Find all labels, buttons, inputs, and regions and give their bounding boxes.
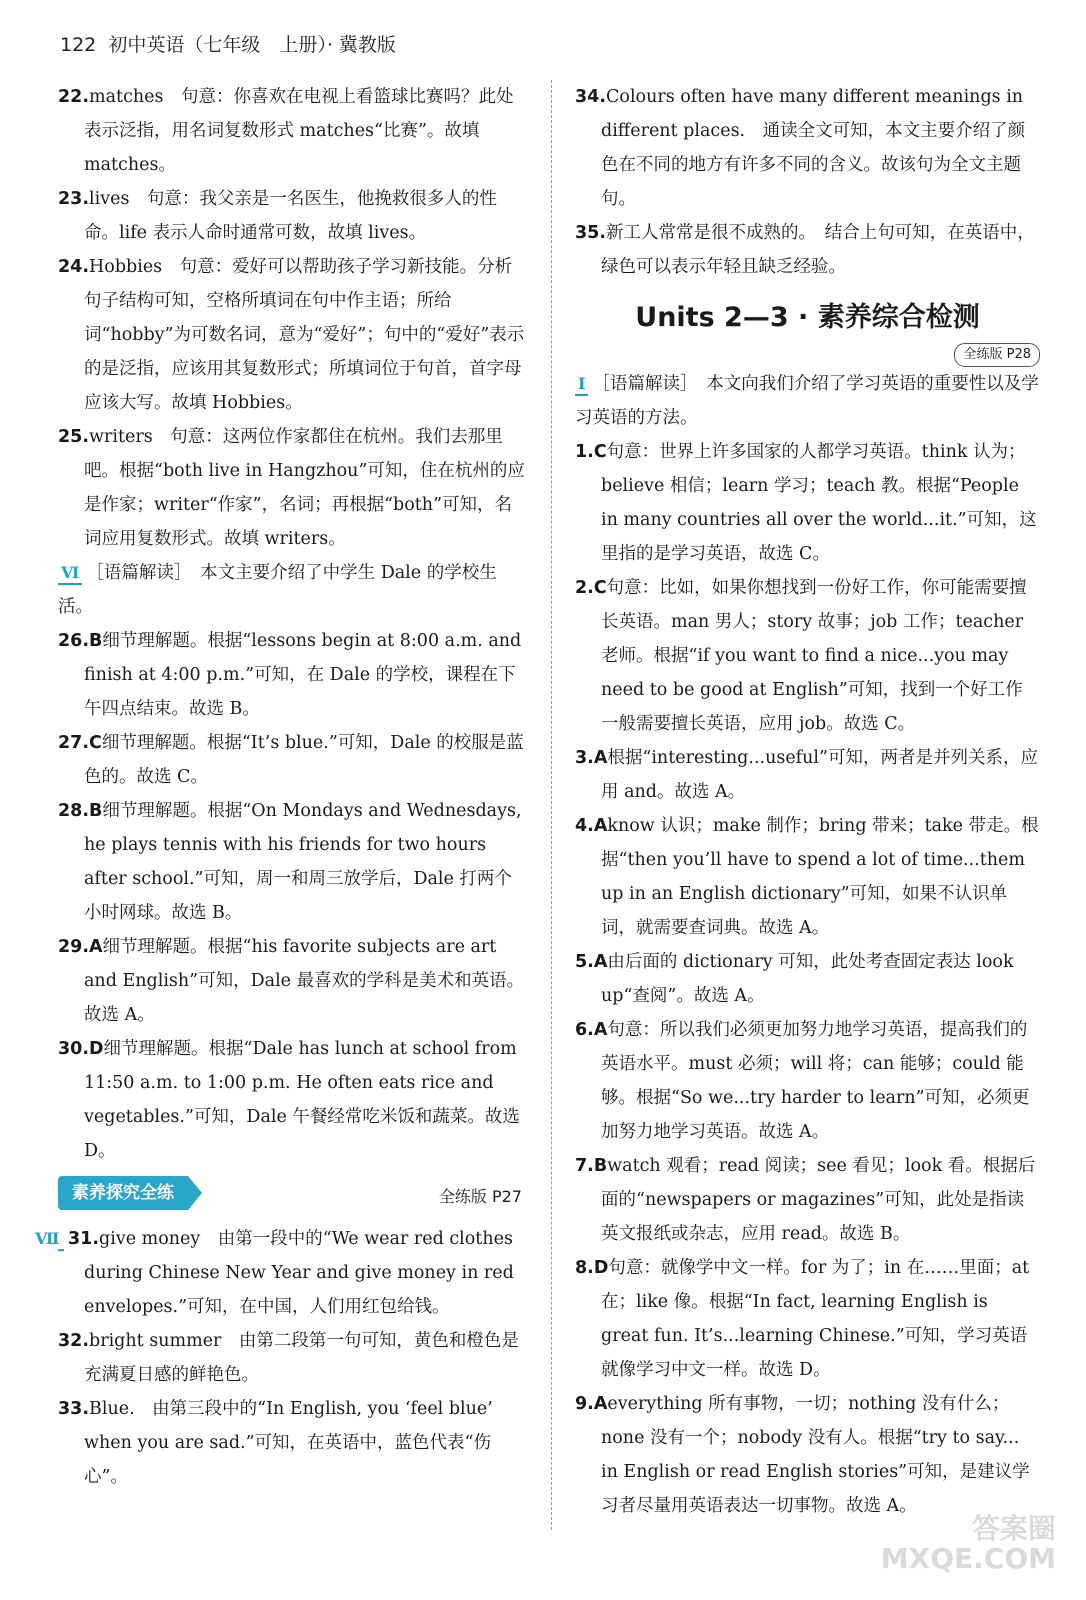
answer-text: 由后面的 dictionary 可知，此处考查固定表达 look up“查阅”。故选 A。 — [601, 952, 1014, 1006]
answer-number: 35. — [575, 223, 607, 243]
answer-item — [58, 80, 528, 182]
answer-number: 4.A — [575, 816, 608, 836]
answer-item — [575, 571, 1040, 741]
answer-item — [58, 1324, 528, 1392]
answer-number: 9.A — [575, 1394, 608, 1414]
answer-text: Blue. 由第三段中的“In English, you ‘feel blue’ when you are sad.”可知，在英语中，蓝色代表“伤心”。 — [84, 1399, 493, 1487]
answer-text: 根据“interesting...useful”可知，两者是并列关系，应用 and。故选 A。 — [601, 748, 1038, 802]
answer-text: bright summer 由第二段第一句可知，黄色和橙色是充满夏日感的鲜艳色。 — [84, 1331, 519, 1385]
answer-item — [58, 930, 528, 1032]
section-1-text: ［语篇解读］ 本文向我们介绍了学习英语的重要性以及学习英语的方法。 — [575, 374, 1039, 428]
answer-number: 28.B — [58, 801, 103, 821]
book-title: 初中英语（七年级 上册）· 冀教版 — [108, 34, 396, 56]
answer-number: 5.A — [575, 952, 608, 972]
left-column — [35, 80, 528, 1494]
answer-number: 34. — [575, 87, 607, 107]
answer-number: 8.D — [575, 1258, 609, 1278]
answer-item — [575, 741, 1040, 809]
answer-item — [58, 726, 528, 794]
answer-number: 33. — [58, 1399, 90, 1419]
banner-ref: 全练版 P27 — [438, 1187, 522, 1206]
answer-item — [58, 182, 528, 250]
section-1-intro — [575, 367, 1040, 435]
answer-text: 句意：比如，如果你想找到一份好工作，你可能需要擅长英语。man 男人；story 故事；job 工作；teacher 老师。根据“if you want to find a nice...you may need to be good at English”可知，找到一个好工作一般需要擅长英语，应用 job。故选 C。 — [601, 578, 1027, 734]
answer-item — [575, 1013, 1040, 1149]
column-divider — [551, 80, 552, 1530]
answer-item — [575, 1387, 1040, 1523]
answer-number: 24. — [58, 257, 90, 277]
answer-text: 细节理解题。根据“It’s blue.”可知，Dale 的校服是蓝色的。故选 C。 — [84, 733, 524, 787]
answer-text: everything 所有事物，一切；nothing 没有什么；none 没有一个；nobody 没有人。根据“try to say... in English or read English stories”可知，是建议学习者尽量用英语表达一切事物。故选 A。 — [601, 1394, 1030, 1516]
watermark-line2: MXQE.COM — [880, 1542, 1056, 1575]
answer-item — [575, 1251, 1040, 1387]
answer-text: 细节理解题。根据“his favorite subjects are art and English”可知，Dale 最喜欢的学科是美术和英语。故选 A。 — [84, 937, 525, 1025]
section-roman-6: Ⅵ — [58, 563, 82, 585]
answer-item — [575, 216, 1040, 284]
answer-text: Colours often have many different meanings in different places. 通读全文可知，本文主要介绍了颜色在不同的地方有许多不同的含义。故该句为全文主题句。 — [601, 87, 1026, 209]
answer-number: 30.D — [58, 1039, 104, 1059]
answer-number: 25. — [58, 427, 90, 447]
answer-item — [575, 1149, 1040, 1251]
answer-text: watch 观看；read 阅读；see 看见；look 看。根据后面的“newspapers or magazines”可知，此处是指读英文报纸或杂志，应用 read。故选 B。 — [601, 1156, 1036, 1244]
answer-number: 7.B — [575, 1156, 608, 1176]
answer-number: 31. — [68, 1229, 100, 1249]
answer-number: 22. — [58, 87, 90, 107]
answer-text: matches 句意：你喜欢在电视上看篮球比赛吗？此处表示泛指，用名词复数形式 matches“比赛”。故填 matches。 — [84, 87, 514, 175]
answer-text: 细节理解题。根据“Dale has lunch at school from 11:50 a.m. to 1:00 p.m. He often eats rice and vegetables.”可知，Dale 午餐经常吃米饭和蔬菜。故选 D。 — [84, 1039, 520, 1161]
answer-number: 32. — [58, 1331, 90, 1351]
answer-text: 句意：所以我们必须更加努力地学习英语，提高我们的英语水平。must 必须；will 将；can 能够；could 能够。根据“So we...try harder to learn”可知，必须更加努力地学习英语。故选 A。 — [601, 1020, 1030, 1142]
answer-text: give money 由第一段中的“We wear red clothes during Chinese New Year and give money in red envelopes.”可知，在中国，人们用红包给钱。 — [84, 1229, 514, 1317]
section-6-intro — [58, 556, 528, 624]
answer-text: 细节理解题。根据“On Mondays and Wednesdays, he plays tennis with his friends for two hours after school.”可知，周一和周三放学后，Dale 打两个小时网球。故选 B。 — [84, 801, 522, 923]
answer-number: 23. — [58, 189, 90, 209]
banner-label: 素养探究全练 — [58, 1176, 188, 1210]
section-roman-7: Ⅶ — [58, 1229, 64, 1251]
right-column — [575, 80, 1040, 1523]
answer-text: know 认识；make 制作；bring 带来；take 带走。根据“then you’ll have to spend a lot of time...them up in an English dictionary”可知，如果不认识单词，就需要查词典。故选 A。 — [601, 816, 1039, 938]
answer-item — [58, 250, 528, 420]
answer-item — [58, 1392, 528, 1494]
watermark — [881, 1514, 1056, 1574]
unit-title: Units 2—3 · 素养综合检测 — [635, 302, 980, 333]
answer-number: 26.B — [58, 631, 103, 651]
answer-item — [58, 420, 528, 556]
answer-number: 6.A — [575, 1020, 608, 1040]
answer-item — [58, 624, 528, 726]
answer-item — [575, 945, 1040, 1013]
watermark-line1: 答案圈 — [971, 1512, 1056, 1545]
unit-ref — [575, 342, 1040, 367]
answer-item — [58, 794, 528, 930]
answer-text: Hobbies 句意：爱好可以帮助孩子学习新技能。分析句子结构可知，空格所填词在句中作主语；所给词“hobby”为可数名词，意为“爱好”；句中的“爱好”表示的是泛指，应该用其复数形式；所填词位于句首，首字母应该大写。故填 Hobbies。 — [84, 257, 525, 413]
page-number: 122 — [60, 34, 97, 56]
section-banner — [58, 1176, 528, 1214]
answer-number: 1.C — [575, 442, 607, 462]
answer-item — [35, 1222, 528, 1324]
answer-text: lives 句意：我父亲是一名医生，他挽救很多人的性命。life 表示人命时通常可数，故填 lives。 — [84, 189, 497, 243]
answer-item — [575, 809, 1040, 945]
answer-number: 27.C — [58, 733, 102, 753]
unit-ref-badge: 全练版 P28 — [954, 343, 1040, 367]
answer-text: 新工人常常是很不成熟的。 结合上句可知，在英语中，绿色可以表示年轻且缺乏经验。 — [601, 223, 1035, 277]
answer-item — [58, 1032, 528, 1168]
page-header — [60, 30, 396, 57]
answer-text: writers 句意：这两位作家都住在杭州。我们去那里吧。根据“both live in Hangzhou”可知，住在杭州的应是作家；writer“作家”，名词；再根据“both”可知，名词应用复数形式。故填 writers。 — [84, 427, 525, 549]
answer-text: 句意：就像学中文一样。for 为了；in 在……里面；at 在；like 像。根据“In fact, learning English is great fun. It’s...learning Chinese.”可知，学习英语就像学习中文一样。故选 D。 — [601, 1258, 1030, 1380]
answer-text: 句意：世界上许多国家的人都学习英语。think 认为；believe 相信；learn 学习；teach 教。根据“People in many countries all over the world...it.”可知，这里指的是学习英语，故选 C。 — [601, 442, 1037, 564]
answer-number: 3.A — [575, 748, 608, 768]
answer-item — [575, 435, 1040, 571]
answer-item — [575, 80, 1040, 216]
answer-number: 2.C — [575, 578, 607, 598]
section-roman-1: Ⅰ — [575, 374, 588, 396]
answer-text: 细节理解题。根据“lessons begin at 8:00 a.m. and finish at 4:00 p.m.”可知，在 Dale 的学校，课程在下午四点结束。故选 B。 — [84, 631, 522, 719]
section-6-text: ［语篇解读］ 本文主要介绍了中学生 Dale 的学校生活。 — [58, 563, 497, 617]
answer-number: 29.A — [58, 937, 103, 957]
